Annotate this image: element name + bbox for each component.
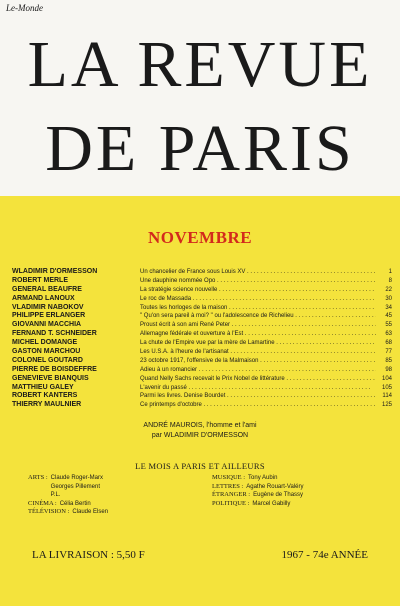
- mois-heading: LE MOIS A PARIS ET AILLEURS: [135, 461, 265, 471]
- toc-page: 8: [388, 277, 392, 284]
- toc-author: VLADIMIR NABOKOV: [12, 303, 84, 311]
- toc-author: GASTON MARCHOU: [12, 348, 81, 356]
- toc-title: Proust écrit à son ami René Peter . . .: [140, 321, 376, 330]
- toc-author: ROBERT MERLE: [12, 276, 68, 284]
- masthead-line-2: DE PARIS: [45, 112, 355, 185]
- feature-title: ANDRÉ MAUROIS, l'homme et l'ami: [143, 422, 257, 429]
- issue-month: NOVEMBRE: [147, 228, 253, 247]
- mois-entry: [28, 508, 204, 517]
- toc-title: Le roc de Massada . . .: [140, 295, 376, 304]
- toc-row: [12, 268, 392, 277]
- mois-value: Agathe Rouart-Valéry: [246, 483, 304, 490]
- toc-title: Allemagne fédérale et ouverture à l'Est . . .: [140, 330, 376, 339]
- toc-author: THIERRY MAULNIER: [12, 401, 82, 409]
- toc-row: [12, 366, 392, 375]
- table-of-contents: [12, 268, 392, 410]
- toc-page: 34: [385, 304, 392, 311]
- mois-entry: [212, 483, 388, 492]
- feature-byline: par WLADIMIR D'ORMESSON: [151, 432, 249, 439]
- mois-value: Célia Bertin: [59, 500, 91, 507]
- toc-title: Ce printemps d'octobre . . .: [140, 401, 376, 410]
- toc-page: 45: [385, 313, 392, 320]
- toc-row: [12, 392, 392, 401]
- toc-page: 77: [385, 349, 392, 356]
- toc-page: 30: [385, 295, 392, 302]
- toc-title: Une dauphine nommée Opo . . .: [140, 277, 376, 286]
- toc-row: [12, 295, 392, 304]
- toc-author: GÉNÉRAL BEAUFRE: [12, 285, 82, 293]
- toc-title: Adieu à un romancier . . .: [140, 366, 376, 375]
- toc-title: Les U.S.A. à l'heure de l'artisanat . . .: [140, 348, 376, 357]
- toc-title: La stratégie science nouvelle . . .: [140, 286, 376, 295]
- toc-row: [12, 286, 392, 295]
- mois-entry: [212, 491, 388, 500]
- toc-title: " Qu'on sera pareil à moi? " ou l'adolescence de Richelieu . . .: [140, 312, 376, 321]
- mois-entry: [212, 500, 388, 509]
- toc-page: 98: [385, 366, 392, 373]
- mois-entry: [212, 474, 388, 483]
- toc-title: L'avenir du passé . . .: [140, 384, 376, 393]
- mois-value: Claude Roger-Marx Georges Pillement P.L.: [50, 475, 104, 499]
- toc-author: FERNAND T. SCHNEIDER: [12, 330, 97, 338]
- toc-author: PHILIPPE ERLANGER: [12, 312, 86, 320]
- toc-page: 105: [381, 384, 392, 391]
- mois-columns: [28, 474, 388, 517]
- toc-row: [12, 357, 392, 366]
- mois-label: LETTRES :: [212, 482, 244, 490]
- toc-author: GENEVIÈVE BIANQUIS: [12, 374, 89, 382]
- toc-page: 125: [381, 402, 392, 409]
- toc-page: 68: [385, 340, 392, 347]
- mois-label: MUSIQUE :: [212, 474, 246, 481]
- toc-page: 85: [385, 357, 392, 364]
- toc-author: GIOVANNI MACCHIA: [12, 321, 82, 329]
- price-text: LA LIVRAISON : 5,50 F: [32, 549, 145, 561]
- mois-right-column: [212, 474, 388, 517]
- toc-row: [12, 375, 392, 384]
- mois-left-column: [28, 474, 204, 517]
- mois-label: POLITIQUE :: [212, 499, 250, 507]
- toc-row: [12, 330, 392, 339]
- toc-page: 1: [388, 269, 392, 275]
- mois-value: Claude Elsen: [72, 509, 109, 516]
- toc-title: Quand Nelly Sachs recevait le Prix Nobel de littérature . . .: [140, 375, 376, 384]
- toc-row: [12, 339, 392, 348]
- toc-row: [12, 304, 392, 313]
- toc-page: 104: [381, 375, 392, 382]
- mois-value: Eugène de Thassy: [253, 492, 304, 499]
- toc-title: Toutes les horloges de la maison . . .: [140, 304, 376, 313]
- toc-page: 55: [385, 322, 392, 329]
- toc-row: [12, 401, 392, 410]
- mois-label: CINÉMA :: [28, 499, 57, 507]
- mois-label: ÉTRANGER :: [212, 491, 251, 499]
- toc-row: [12, 312, 392, 321]
- mois-label: TÉLÉVISION :: [28, 508, 70, 516]
- toc-author: ROBERT KANTERS: [12, 392, 78, 400]
- mois-value: Marcel Gabilly: [252, 500, 291, 507]
- mois-value: Tony Aubin: [248, 475, 278, 481]
- toc-row: [12, 384, 392, 393]
- feature-article: [0, 421, 400, 441]
- masthead-line-1: LA REVUE: [27, 28, 373, 101]
- toc-author: MICHEL DOMANGE: [12, 339, 78, 347]
- toc-title: Un chancelier de France sous Louis XV . . .: [140, 268, 376, 277]
- toc-author: COLONEL GOUTARD: [12, 356, 83, 364]
- toc-author: MATTHIEU GALEY: [12, 383, 74, 391]
- mois-entry: [28, 474, 204, 500]
- toc-title: La chute de l'Empire vue par la mère de Lamartine . . .: [140, 339, 376, 348]
- cover-masthead-area: [0, 0, 400, 196]
- toc-page: 63: [385, 331, 392, 338]
- toc-author: ARMAND LANOUX: [12, 294, 75, 302]
- toc-author: PIERRE DE BOISDEFFRE: [12, 365, 97, 373]
- toc-page: 22: [385, 286, 392, 293]
- toc-title: 23 octobre 1917, l'offensive de la Malmaison . . .: [140, 357, 376, 366]
- toc-title: Parmi les livres. Denise Bourdet . . .: [140, 392, 376, 401]
- toc-row: [12, 348, 392, 357]
- kicker-text: Le-Monde: [6, 3, 43, 13]
- toc-row: [12, 321, 392, 330]
- toc-page: 114: [382, 393, 392, 400]
- toc-author: WLADIMIR D'ORMESSON: [12, 268, 98, 275]
- toc-row: [12, 277, 392, 286]
- mois-label: ARTS :: [28, 474, 48, 481]
- year-text: 1967 - 74e ANNÉE: [281, 549, 368, 561]
